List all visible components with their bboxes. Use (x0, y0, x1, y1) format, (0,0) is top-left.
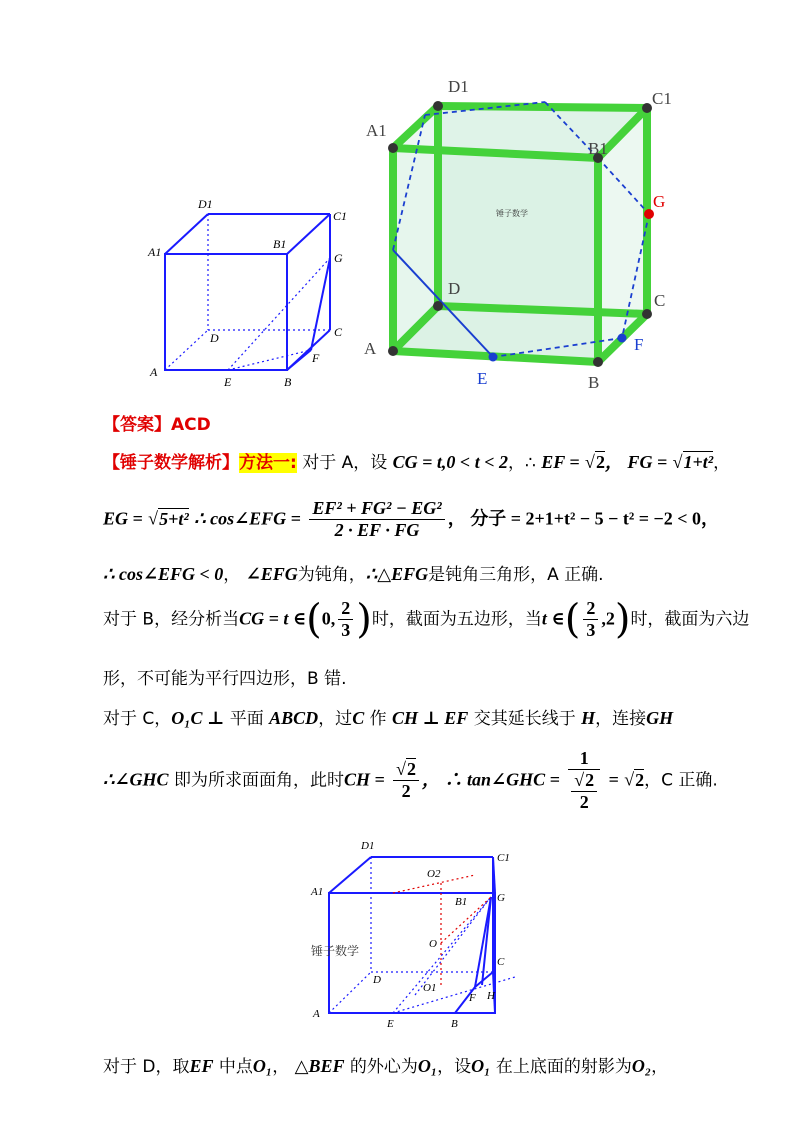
label-d1: D1 (448, 77, 469, 96)
math: O₁ (417, 1056, 438, 1076)
text: ，设 (437, 1057, 472, 1077)
text: ， ∴ tan∠GHC = (422, 769, 560, 790)
text: 平面 (229, 709, 264, 729)
math: 2 (635, 769, 645, 790)
math: O₂ (631, 1056, 652, 1076)
fraction: $\frac{\text{EF² + FG² − EG²}}{2 \cdot EF \cdot FG}$ (309, 498, 444, 541)
math: 1+t² (683, 452, 714, 472)
math: 2 (595, 452, 605, 472)
math: CH ⊥ EF (392, 708, 469, 728)
label-e: E (224, 375, 232, 389)
label-c: C (334, 325, 343, 339)
math: H (581, 708, 596, 728)
math: CH = (343, 769, 385, 790)
label-g: G (653, 192, 666, 211)
figure-green-cube (360, 70, 690, 395)
text: ，∴ (507, 453, 536, 473)
label-d: D (373, 974, 381, 986)
label-b1: B1 (273, 237, 287, 251)
text: 在上底面的射影为 (495, 1057, 632, 1077)
label-f: F (312, 351, 320, 365)
figure-cube-circumsphere (305, 835, 535, 1030)
text: 对于 A，设 (302, 453, 388, 473)
label-b: B (284, 375, 292, 389)
math: 0, (321, 608, 336, 629)
text: ， (272, 1057, 290, 1077)
analysis-line-4: 对于 B，经分析当CG = t ∈(0, $\frac{2}{3}$ )时，截面为五边形，当t ∈( $\frac{2}{3}$ ,2)时，截面为六边 (103, 596, 750, 643)
analysis-line-7: ∴∠GHC 即为所求面面角，此时CH = $\frac{√2}{2}$ ， ∴ tan∠GHC = $\frac{1}{\frac{√2}{2}}$ = √2，C 正确. (103, 748, 718, 812)
text: 即为所求面面角，此时 (173, 770, 344, 791)
math: ,2 (601, 608, 615, 629)
math: CG = t ∈ (239, 608, 307, 629)
math: t ∈ (541, 608, 565, 629)
math: EG = (103, 508, 143, 529)
label-d: D (210, 331, 219, 345)
fraction: $\frac{√2}{2}$ (393, 759, 419, 802)
label-f: F (634, 335, 644, 354)
label-e: E (477, 369, 488, 388)
text: 对于 B，经分析当 (103, 609, 240, 630)
math: ∴∠GHC (103, 769, 169, 790)
text: 的外心为 (349, 1057, 418, 1077)
math: CG = t,0 < t < 2 (392, 452, 508, 472)
analysis-tag: 【锤子数学解析】 (103, 453, 239, 473)
text: 对于 C， (103, 709, 172, 729)
text: 形，不可能为平行四边形，B 错. (103, 669, 347, 689)
fraction: $\frac{2}{3}$ (338, 598, 353, 641)
label-a1: A1 (366, 121, 387, 140)
analysis-line-1: 【锤子数学解析】方法一: 对于 A，设 CG = t,0 < t < 2，∴ EF = √2， FG = √1+t²， (103, 452, 731, 473)
math: △BEF (294, 1056, 345, 1076)
label-c1: C1 (333, 209, 348, 223)
text: ，过 (318, 709, 353, 729)
math: ∠EFG (245, 564, 298, 584)
text: 对于 D，取 (103, 1057, 190, 1077)
label-a: A (150, 365, 158, 379)
label-d1: D1 (198, 197, 213, 211)
math: EF = (541, 452, 580, 472)
figure-small-cube (140, 190, 360, 390)
text: ， 分子 = 2+1+t² − 5 − t² = −2 < 0， (447, 508, 720, 529)
label-o: O (429, 938, 437, 950)
label-e: E (387, 1018, 394, 1030)
fraction: $\frac{1}{\frac{√2}{2}}$ (568, 748, 600, 813)
answer: 【答案】ACD (103, 415, 211, 435)
analysis-line-2: EG = √5+t² ∴ cos∠EFG = $\frac{\text{EF² + FG² − EG²}}{2 \cdot EF \cdot FG}$ ， 分子 = 2+1+t² − 5 − t² = −2 < 0， (103, 498, 720, 540)
text: 时，截面为五边形，当 (371, 609, 542, 630)
label-a1: A1 (148, 245, 162, 259)
text: ， FG = (604, 452, 668, 472)
math: EF (189, 1056, 214, 1076)
label-o2: O2 (427, 868, 441, 880)
text: ，连接 (595, 709, 647, 729)
label-d: D (448, 279, 461, 298)
math: ∴△EFG (365, 564, 429, 584)
label-a: A (364, 339, 377, 358)
math: 5+t² (159, 508, 189, 529)
label-g: G (334, 251, 343, 265)
text: 交其延长线于 (473, 709, 576, 729)
text: 为钝角， (297, 565, 366, 585)
analysis-line-6 (103, 704, 673, 729)
text: ， (651, 1057, 669, 1077)
fraction: $\frac{2}{3}$ (583, 598, 598, 641)
watermark: 锤子数学 (311, 944, 360, 958)
label-a: A (313, 1008, 320, 1020)
text: ，C 正确. (644, 770, 718, 791)
label-c: C (497, 956, 505, 968)
math: ABCD (269, 708, 319, 728)
text: 时，截面为六边 (630, 609, 750, 630)
math: = (608, 769, 619, 790)
math: ∴ cos∠EFG < 0 (103, 564, 224, 584)
watermark: 锤子数学 (496, 209, 528, 218)
math: O₁ (252, 1056, 273, 1076)
method-label: 方法一: (239, 453, 297, 473)
text: 是钝角三角形，A 正确. (428, 565, 604, 585)
label-b1: B1 (588, 139, 608, 158)
text: 作 (369, 709, 387, 729)
text: ， (713, 453, 731, 473)
math: O₁ (471, 1056, 491, 1076)
math: GH (646, 708, 674, 728)
label-a1: A1 (311, 886, 324, 898)
math: O₁C ⊥ (171, 708, 225, 728)
label-f: F (469, 992, 476, 1004)
text: 中点 (218, 1057, 253, 1077)
label-c: C (654, 291, 666, 310)
math: C (352, 708, 365, 728)
label-o1: O1 (423, 982, 437, 994)
label-h: H (487, 990, 495, 1002)
math: ∴ cos∠EFG = (194, 508, 301, 529)
text: ， (223, 565, 241, 585)
label-b: B (588, 373, 600, 392)
label-d1: D1 (361, 840, 375, 852)
label-b: B (451, 1018, 458, 1030)
analysis-line-5 (103, 664, 346, 689)
analysis-line-3 (103, 560, 604, 585)
label-c1: C1 (652, 89, 672, 108)
analysis-line-8 (103, 1052, 668, 1077)
label-g: G (497, 892, 505, 904)
label-c1: C1 (497, 852, 510, 864)
label-b1: B1 (455, 896, 468, 908)
